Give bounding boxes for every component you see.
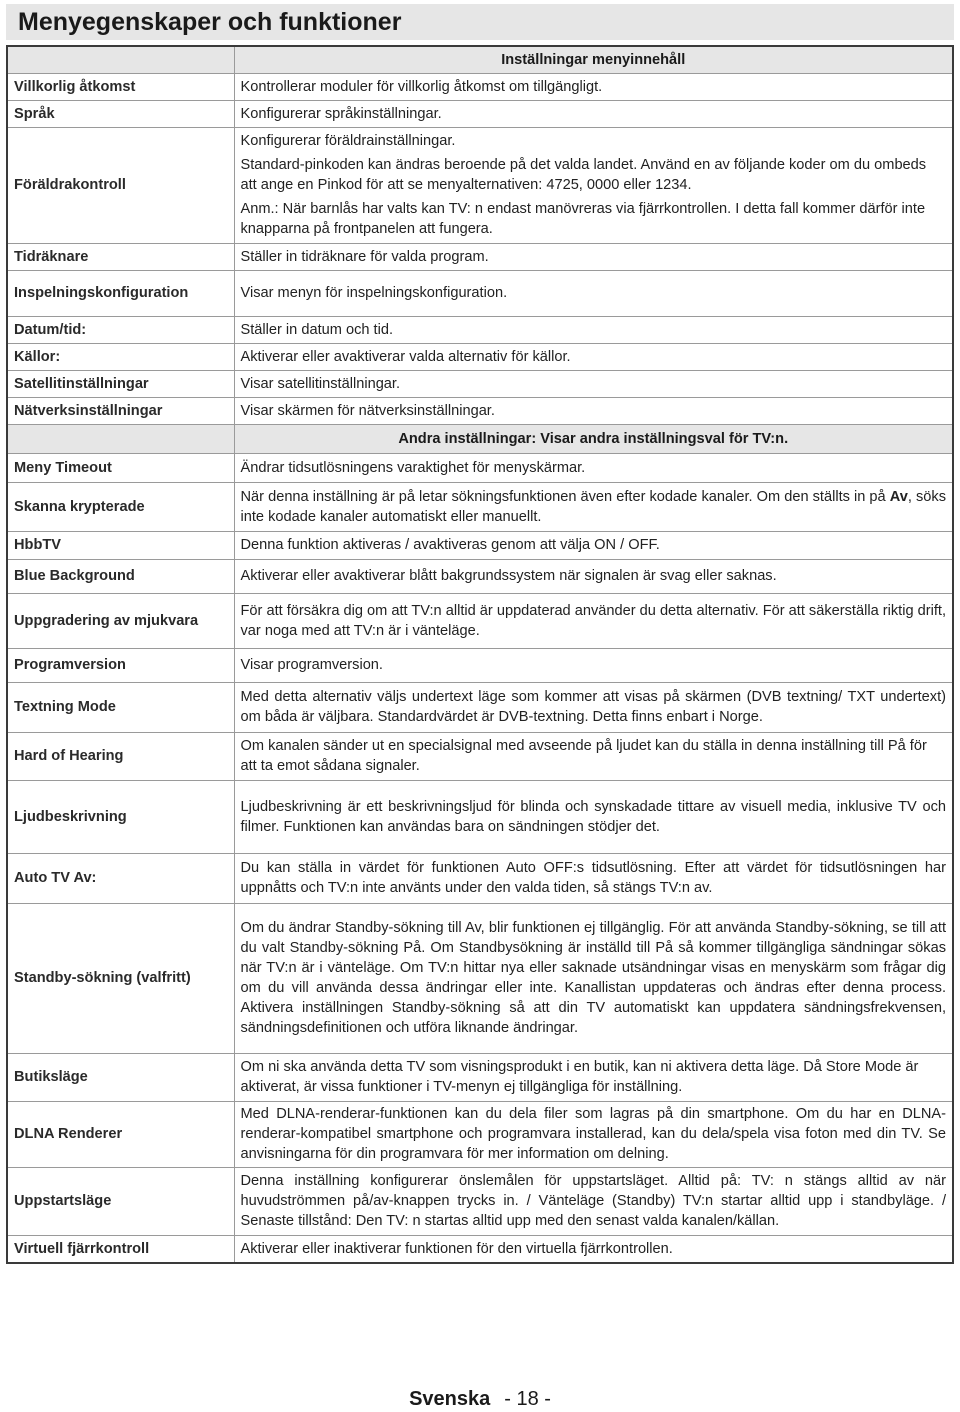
row-description: Konfigurerar språkinställningar. xyxy=(234,100,953,127)
row-description: Du kan ställa in värdet för funktionen Auto OFF:s tidsutlösning. Efter att värdet för tidsutlösningen har uppnåtts och TV:n inte använts under den valda tiden, så stängs TV:n av. xyxy=(234,853,953,903)
row-description: Om kanalen sänder ut en specialsignal med avseende på ljudet kan du ställa in denna inställning till På för att ta emot sådana signaler. xyxy=(234,732,953,780)
table-header: Inställningar menyinnehåll xyxy=(234,46,953,73)
table-row xyxy=(7,243,953,270)
table-row xyxy=(7,73,953,100)
footer-language: Svenska xyxy=(409,1388,491,1410)
row-description: Ljudbeskrivning är ett beskrivningsljud för blinda och synskadade tittare av visuell media, inklusive TV och filmer. Funktionen kan användas bara on sändningen stödjer det. xyxy=(234,780,953,853)
row-label: Hard of Hearing xyxy=(7,732,234,780)
table-row xyxy=(7,453,953,482)
sub-header-empty-cell xyxy=(7,424,234,453)
row-description xyxy=(234,482,953,531)
row-description: För att försäkra dig om att TV:n alltid är uppdaterad använder du detta alternativ. För att säkerställa riktig drift, var noga med att TV:n är i vänteläge. xyxy=(234,593,953,648)
description-line: Konfigurerar föräldrainställningar. xyxy=(240,133,456,149)
table-row xyxy=(7,316,953,343)
table-row xyxy=(7,1167,953,1235)
table-row xyxy=(7,593,953,648)
description-text: , söks inte kodade kanaler automatiskt eller manuellt. xyxy=(240,488,946,525)
row-description: Ställer in tidräknare för valda program. xyxy=(234,243,953,270)
description-note: Anm.: När barnlås har valts kan TV: n endast manövreras via fjärrkontrollen. I detta fall kommer därför inte knapparna på frontpanelen att fungera. xyxy=(240,201,926,237)
table-row xyxy=(7,648,953,682)
row-label: DLNA Renderer xyxy=(7,1101,234,1167)
sub-header: Andra inställningar: Visar andra inställningsval för TV:n. xyxy=(234,424,953,453)
table-row xyxy=(7,397,953,424)
row-description: Visar skärmen för nätverksinställningar. xyxy=(234,397,953,424)
table-row xyxy=(7,482,953,531)
row-label: Uppstartsläge xyxy=(7,1167,234,1235)
page-footer xyxy=(0,1386,960,1412)
row-label: Standby-sökning (valfritt) xyxy=(7,903,234,1053)
table-row xyxy=(7,903,953,1053)
row-description: Med detta alternativ väljs undertext läge som kommer att visas på skärmen (DVB textning/ TXT undertext) om båda är väljbara. Standardvärdet är DVB-textning. Detta finns enbart i Norge. xyxy=(234,682,953,732)
description-bold-text: Av xyxy=(889,488,908,505)
row-label: Språk xyxy=(7,100,234,127)
row-label: Butiksläge xyxy=(7,1053,234,1101)
row-description: Ställer in datum och tid. xyxy=(234,316,953,343)
row-label: Ljudbeskrivning xyxy=(7,780,234,853)
table-row xyxy=(7,780,953,853)
table-row xyxy=(7,682,953,732)
row-label: Tidräknare xyxy=(7,243,234,270)
table-row xyxy=(7,270,953,316)
row-label: Meny Timeout xyxy=(7,453,234,482)
row-label: Föräldrakontroll xyxy=(7,127,234,243)
table-header-row xyxy=(7,46,953,73)
row-label: Auto TV Av: xyxy=(7,853,234,903)
row-description: Kontrollerar moduler för villkorlig åtkomst om tillgängligt. xyxy=(234,73,953,100)
row-label: Programversion xyxy=(7,648,234,682)
row-label: Blue Background xyxy=(7,559,234,593)
table-row xyxy=(7,1101,953,1167)
menu-features-table xyxy=(6,45,954,1264)
row-label: Satellitinställningar xyxy=(7,370,234,397)
row-label: Skanna krypterade xyxy=(7,482,234,531)
row-description: Aktiverar eller inaktiverar funktionen för den virtuella fjärrkontrollen. xyxy=(234,1235,953,1263)
row-description: Om ni ska använda detta TV som visningsprodukt i en butik, kan ni aktivera detta läge. Då Store Mode är aktiverat, är vissa funktioner i TV-menyn ej tillgängliga för inställning. xyxy=(234,1053,953,1101)
table-row xyxy=(7,1053,953,1101)
row-description xyxy=(234,127,953,243)
row-label: HbbTV xyxy=(7,531,234,559)
table-row xyxy=(7,127,953,243)
row-description: Aktiverar eller avaktiverar blått bakgrundssystem när signalen är svag eller saknas. xyxy=(234,559,953,593)
row-description: Aktiverar eller avaktiverar valda alternativ för källor. xyxy=(234,343,953,370)
sub-header-row xyxy=(7,424,953,453)
row-label: Virtuell fjärrkontroll xyxy=(7,1235,234,1263)
row-description: Om du ändrar Standby-sökning till Av, blir funktionen ej tillgänglig. För att använda Standby-sökning, se till att du valt Standby-sökning På. Om Standbysökning är inställd till På så kommer tillgängliga sändningar sökas när TV:n är i vänteläge. Om TV:n hittar nya eller saknade utsändningar visas en menyskärm som frågar dig om du vill använda dessa ändringar eller inte. Kanallistan uppdateras och ändras efter denna process. Aktivera inställningen Standby-sökning så att din TV automatiskt kan uppdatera sändningsfrekvensen, sändningsdefinitionen och utföra liknande ändringar. xyxy=(234,903,953,1053)
row-label: Villkorlig åtkomst xyxy=(7,73,234,100)
row-label: Källor: xyxy=(7,343,234,370)
description-line: Standard-pinkoden kan ändras beroende på det valda landet. Använd en av följande koder om du ombeds att ange en Pinkod för att se menyalternativen: 4725, 0000 eller 1234. xyxy=(240,157,927,193)
table-row xyxy=(7,343,953,370)
table-row xyxy=(7,853,953,903)
row-label: Nätverksinställningar xyxy=(7,397,234,424)
description-text: När denna inställning är på letar sökningsfunktionen även efter kodade kanaler. Om den ställts in på xyxy=(240,488,890,505)
row-label: Datum/tid: xyxy=(7,316,234,343)
row-label: Inspelningskonfiguration xyxy=(7,270,234,316)
row-label: Textning Mode xyxy=(7,682,234,732)
table-row xyxy=(7,100,953,127)
row-description: Denna inställning konfigurerar önslemålen för uppstartsläget. Alltid på: TV: n stängs alltid av när huvudströmmen på/av-knappen trycks in. / Vänteläge (Standby) TV:n startar alltid upp i standbyläge. / Senaste tillstånd: Den TV: n startas alltid upp med den senast valda kanalen/källan. xyxy=(234,1167,953,1235)
row-description: Visar programversion. xyxy=(234,648,953,682)
table-header-empty-cell xyxy=(7,46,234,73)
table-row xyxy=(7,732,953,780)
row-description: Ändrar tidsutlösningens varaktighet för menyskärmar. xyxy=(234,453,953,482)
row-description: Visar satellitinställningar. xyxy=(234,370,953,397)
row-description: Med DLNA-renderar-funktionen kan du dela filer som lagras på din smartphone. Om du har en DLNA-renderar-kompatibel smartphone och programvara installerad, kan du dela/spela visa foton med din TV. Se anvisningarna för din programvara för mer information om delning. xyxy=(234,1101,953,1167)
row-description: Visar menyn för inspelningskonfiguration. xyxy=(234,270,953,316)
row-description: Denna funktion aktiveras / avaktiveras genom att välja ON / OFF. xyxy=(234,531,953,559)
table-row xyxy=(7,531,953,559)
table-row xyxy=(7,559,953,593)
page-number: - 18 - xyxy=(504,1388,551,1410)
table-row xyxy=(7,1235,953,1263)
table-row xyxy=(7,370,953,397)
page-title: Menyegenskaper och funktioner xyxy=(6,4,954,40)
row-label: Uppgradering av mjukvara xyxy=(7,593,234,648)
